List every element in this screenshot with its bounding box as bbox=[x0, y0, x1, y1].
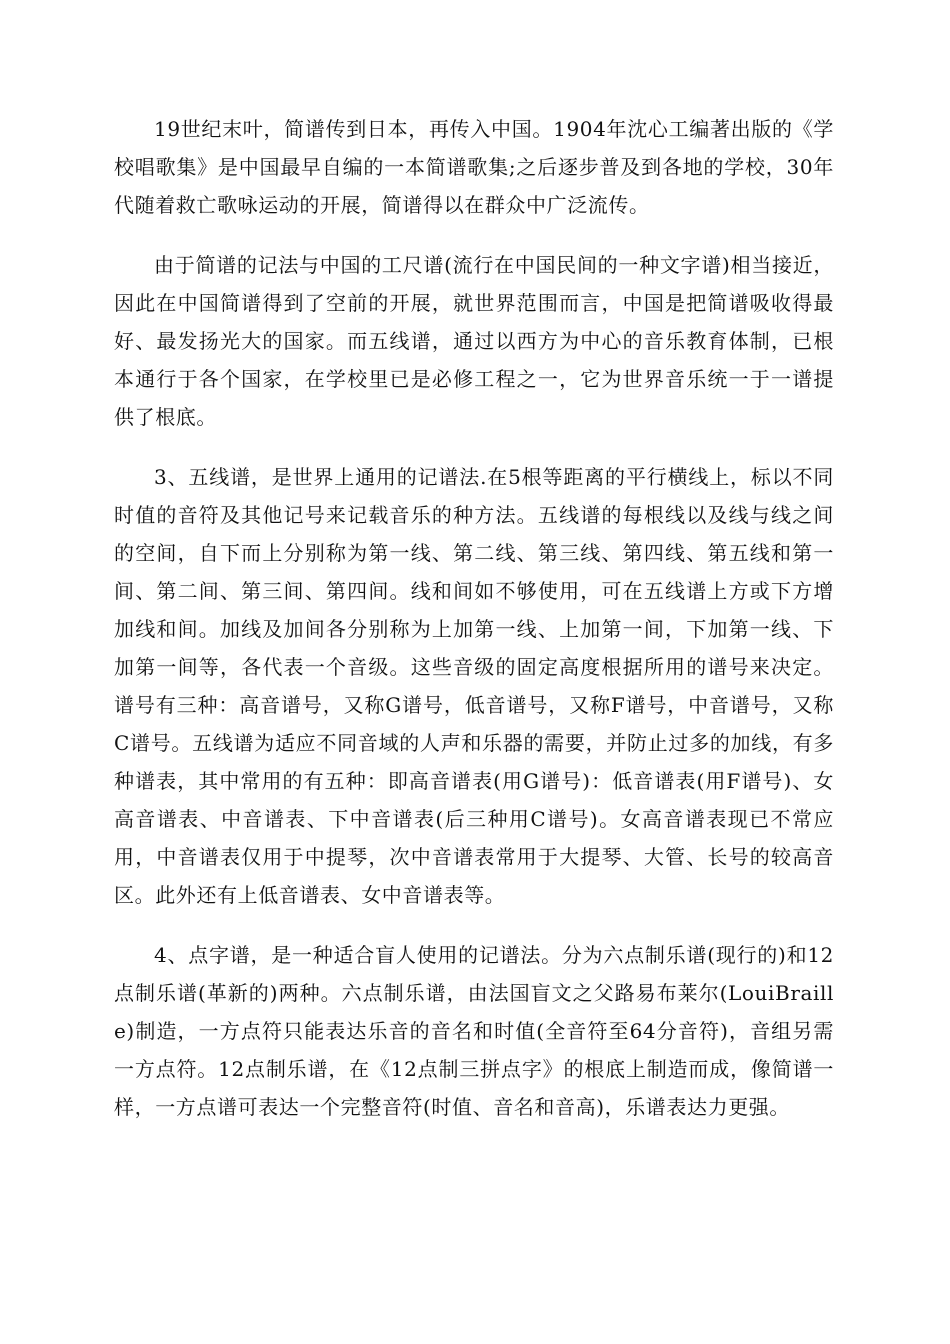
paragraph-braille-notation: 4、点字谱，是一种适合盲人使用的记谱法。分为六点制乐谱(现行的)和12点制乐谱(革新的)两种。六点制乐谱，由法国盲文之父路易布莱尔(LouiBraille)制造，一方点符只能表达乐音的音名和时值(全音符至64分音符)，音组另需一方点符。12点制乐谱，在《12点制三拼点字》的根底上制造而成，像简谱一样，一方点谱可表达一个完整音符(时值、音名和音高)，乐谱表达力更强。 bbox=[114, 943, 834, 1119]
paragraph-jianpu-history: 19世纪末叶，简谱传到日本，再传入中国。1904年沈心工编著出版的《学校唱歌集》是中国最早自编的一本简谱歌集;之后逐步普及到各地的学校，30年代随着救亡歌咏运动的开展，简谱得以在群众中广泛流传。 bbox=[114, 117, 834, 217]
document-body bbox=[114, 110, 834, 1148]
paragraph-staff-notation: 3、五线谱，是世界上通用的记谱法.在5根等距离的平行横线上，标以不同时值的音符及其他记号来记载音乐的种方法。五线谱的每根线以及线与线之间的空间，自下而上分别称为第一线、第二线、第三线、第四线、第五线和第一间、第二间、第三间、第四间。线和间如不够使用，可在五线谱上方或下方增加线和间。加线及加间各分别称为上加第一线、上加第一间，下加第一线、下加第一间等，各代表一个音级。这些音级的固定高度根据所用的谱号来决定。谱号有三种：高音谱号，又称G谱号，低音谱号，又称F谱号，中音谱号，又称C谱号。五线谱为适应不同音域的人声和乐器的需要，并防止过多的加线，有多种谱表，其中常用的有五种：即高音谱表(用G谱号)：低音谱表(用F谱号)、女高音谱表、中音谱表、下中音谱表(后三种用C谱号)。女高音谱表现已不常应用，中音谱表仅用于中提琴，次中音谱表常用于大提琴、大管、长号的较高音区。此外还有上低音谱表、女中音谱表等。 bbox=[114, 465, 834, 907]
paragraph-jianpu-gongchepu: 由于简谱的记法与中国的工尺谱(流行在中国民间的一种文字谱)相当接近，因此在中国简谱得到了空前的开展，就世界范围而言，中国是把简谱吸收得最好、最发扬光大的国家。而五线谱，通过以西方为中心的音乐教育体制，已根本通行于各个国家，在学校里已是必修工程之一，它为世界音乐统一于一谱提供了根底。 bbox=[114, 253, 834, 429]
